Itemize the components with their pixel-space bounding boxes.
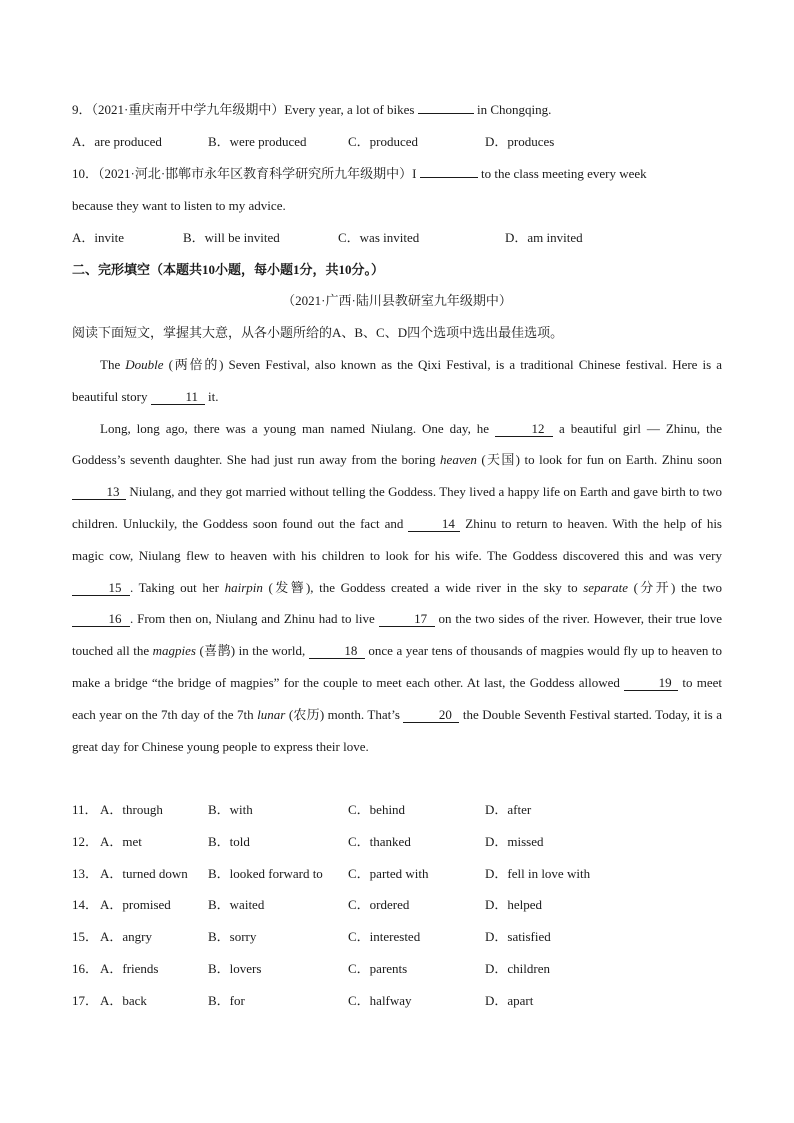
option-b: B．will be invited: [183, 230, 280, 245]
question-9-stem: [72, 101, 551, 119]
question-10-line2: because they want to listen to my advice.: [72, 198, 286, 213]
option-c: C．parted with: [348, 866, 429, 881]
option-a: A．met: [100, 834, 142, 849]
option-c: C．behind: [348, 802, 406, 817]
option-d: D．missed: [485, 834, 544, 849]
option-b: B．lovers: [208, 961, 262, 976]
question-9-suffix: in Chongqing.: [473, 102, 552, 117]
answer-blank: [420, 177, 478, 178]
option-a: A．angry: [100, 929, 152, 944]
option-a: A．friends: [100, 961, 159, 976]
option-a: A．back: [100, 993, 147, 1008]
option-a: A．are produced: [72, 134, 162, 149]
passage-source: （2021·广西·陆川县教研室九年级期中）: [282, 293, 512, 308]
question-10-suffix: to the class meeting every week: [477, 166, 647, 181]
option-d: D．satisfied: [485, 929, 551, 944]
question-9-prefix: 9．（2021·重庆南开中学九年级期中）Every year, a lot of bikes: [72, 102, 418, 117]
question-10-stem: [72, 165, 647, 183]
option-a: A．promised: [100, 897, 171, 912]
blank-13: 13: [72, 484, 126, 500]
passage: [72, 349, 722, 762]
blank-18: 18: [309, 643, 365, 659]
blank-12: 12: [495, 421, 553, 437]
question-row-16: 16．: [72, 961, 99, 976]
blank-19: 19: [624, 675, 678, 691]
option-c: C．produced: [348, 134, 419, 149]
option-a: A．through: [100, 802, 163, 817]
question-row-14: 14．: [72, 897, 99, 912]
blank-11: 11: [151, 389, 205, 405]
option-b: B．were produced: [208, 134, 307, 149]
option-c: C．interested: [348, 929, 421, 944]
blank-15: 15: [72, 580, 130, 596]
option-c: C．was invited: [338, 230, 420, 245]
passage-paragraph-2: Long, long ago, there was a young man named Niulang. One day, he 12 a beautiful girl — Zhinu, the Goddess’s seventh daughter. She had just run away from the boring heaven (天国) to look for fun on Earth. Zhinu soon 13 Niulang, and they got married without telling the Goddess. They lived a happy life on Earth and gave birth to two children. Unluckily, the Goddess soon found out the fact and 14 Zhinu to return to heaven. With the help of his magic cow, Niulang flew to heaven with his children to look for his wife. The Goddess discovered this and was very 15 . Taking out her hairpin (发簪), the Goddess created a wide river in the sky to separate (分开) the two 16 . From then on, Niulang and Zhinu had to live 17 on the two sides of the river. However, their true love touched all the magpies (喜鹊) in the world, 18 once a year tens of thousands of magpies would fly up to heaven to make a bridge “the bridge of magpies” for the couple to meet each other. At last, the Goddess allowed 19 to meet each year on the 7th day of the 7th lunar (农历) month. That’s 20 the Double Seventh Festival started. Today, it is a great day for Chinese young people to express their love.: [72, 420, 722, 754]
option-d: D．helped: [485, 897, 543, 912]
option-c: C．halfway: [348, 993, 412, 1008]
blank-20: 20: [403, 707, 459, 723]
option-d: D．produces: [485, 134, 555, 149]
blank-14: 14: [408, 516, 460, 532]
option-b: B．sorry: [208, 929, 257, 944]
option-d: D．children: [485, 961, 550, 976]
instruction: 阅读下面短文，掌握其大意，从各小题所给的A、B、C、D四个选项中选出最佳选项。: [72, 325, 564, 340]
option-b: B．with: [208, 802, 253, 817]
answer-blank: [418, 113, 474, 114]
option-b: B．looked forward to: [208, 866, 323, 881]
question-10-prefix: 10．（2021·河北·邯郸市永年区教育科学研究所九年级期中）I: [72, 166, 420, 181]
option-d: D．apart: [485, 993, 534, 1008]
question-row-11: 11．: [72, 802, 98, 817]
question-row-13: 13．: [72, 866, 99, 881]
option-d: D．fell in love with: [485, 866, 591, 881]
option-d: D．am invited: [505, 230, 583, 245]
question-row-15: 15．: [72, 929, 99, 944]
option-b: B．waited: [208, 897, 265, 912]
option-c: C．parents: [348, 961, 408, 976]
passage-paragraph-1: The Double (两倍的) Seven Festival, also known as the Qixi Festival, is a traditional Chinese festival. Here is a beautiful story 11 it.: [72, 357, 722, 404]
blank-16: 16: [72, 611, 130, 627]
option-c: C．ordered: [348, 897, 410, 912]
blank-17: 17: [379, 611, 435, 627]
option-d: D．after: [485, 802, 532, 817]
question-row-12: 12．: [72, 834, 99, 849]
section-title: 二、完形填空（本题共10小题，每小题1分，共10分。）: [72, 262, 385, 277]
option-a: A．invite: [72, 230, 124, 245]
option-c: C．thanked: [348, 834, 411, 849]
question-row-17: 17．: [72, 993, 99, 1008]
option-a: A．turned down: [100, 866, 188, 881]
option-b: B．for: [208, 993, 245, 1008]
option-b: B．told: [208, 834, 250, 849]
